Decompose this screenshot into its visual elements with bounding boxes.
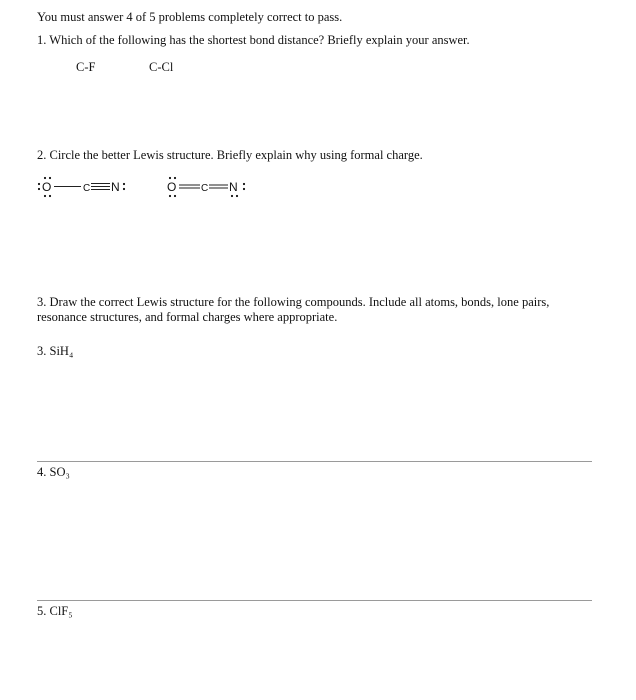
question-2-prompt: 2. Circle the better Lewis structure. Briefly explain why using formal charge. — [37, 148, 423, 162]
atom-c: C — [83, 183, 91, 194]
compound-clf5-label: 5. ClF₅ — [37, 604, 73, 618]
option-c-f: C-F — [76, 60, 96, 74]
intro-text: You must answer 4 of 5 problems completely correct to pass. — [37, 10, 343, 24]
question-1-prompt: 1. Which of the following has the shortest bond distance? Briefly explain your answer. — [37, 33, 470, 47]
option-c-cl: C-Cl — [149, 60, 174, 74]
atom-n: N — [229, 180, 238, 194]
lone-pair-dot — [174, 195, 176, 197]
atom-c: C — [201, 183, 209, 194]
lone-pair-dot — [174, 177, 176, 179]
lone-pair-dot — [243, 183, 245, 185]
atom-n: N — [111, 180, 120, 194]
lewis-structure-b — [166, 174, 276, 200]
atom-o: O — [167, 180, 177, 194]
lone-pair-dot — [49, 195, 51, 197]
divider-line — [37, 461, 592, 462]
compound-sih4-label: 3. SiH₄ — [37, 344, 74, 358]
lone-pair-dot — [123, 183, 125, 185]
lewis-structure-a — [36, 174, 146, 200]
lone-pair-dot — [38, 183, 40, 185]
lone-pair-dot — [44, 195, 46, 197]
lone-pair-dot — [38, 188, 40, 190]
compound-so3-label: 4. SO₃ — [37, 465, 70, 479]
question-3-prompt: 3. Draw the correct Lewis structure for the following compounds. Include all atoms, bonds, lone pairs, resonance structures, and formal charges where appropriate. — [37, 295, 550, 324]
lone-pair-dot — [169, 195, 171, 197]
lone-pair-dot — [49, 177, 51, 179]
lone-pair-dot — [231, 195, 233, 197]
lone-pair-dot — [169, 177, 171, 179]
lone-pair-dot — [44, 177, 46, 179]
atom-o: O — [42, 180, 52, 194]
divider-line — [37, 600, 592, 601]
lone-pair-dot — [236, 195, 238, 197]
lone-pair-dot — [123, 188, 125, 190]
lone-pair-dot — [243, 188, 245, 190]
